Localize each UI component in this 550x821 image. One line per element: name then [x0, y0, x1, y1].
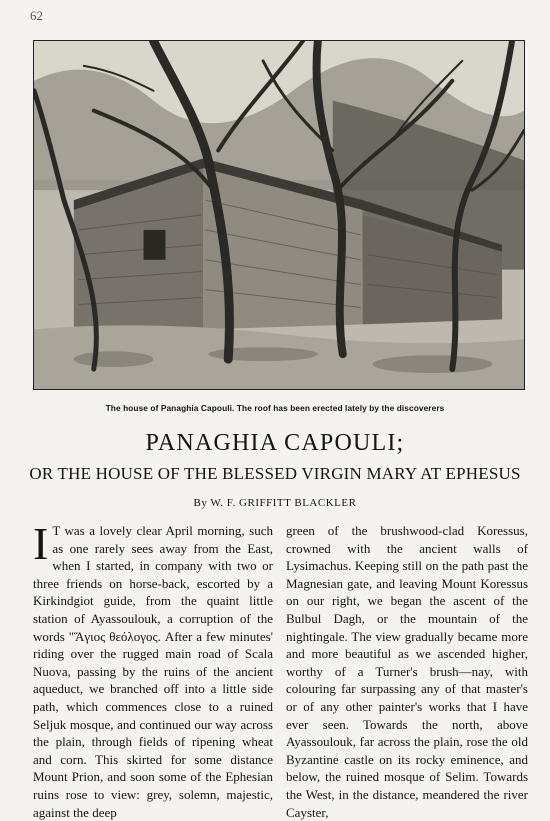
- article-byline: By W. F. GRIFFITT BLACKLER: [193, 497, 357, 509]
- drop-cap: I: [33, 518, 49, 569]
- paragraph-left: [33, 518, 273, 821]
- text-column-right: [286, 522, 528, 821]
- house-photo-illustration: [34, 41, 524, 389]
- page-number: 62: [30, 8, 43, 23]
- right-column-text: green of the brushwood-clad Koressus, crowned with the ancient walls of Lysimachus. Keeping still on the path past the Magnesian gate, and leaving Mount Koressus on our right, we began the ascent of the Bulbul Dagh, or the mountain of the nightingale. The view gradually became more and more beautiful as we ascended higher, worthy of a Turner's brush—nay, with colouring far surpassing any of that master's or of any other painter's works that I have ever seen. Towards the north, above Ayassoulouk, far across the plain, rose the old Byzantine castle on its rocky eminence, and below, the ruined mosque of Selim. Towards the West, in the distance, meandered the river Cayster,: [286, 523, 528, 820]
- left-column-text: T was a lovely clear April morning, such as one rarely sees away from the East, when I started, in company with two or three friends on horse-back, escorted by a Kirkindgiot guide, from the quaint little station of Ayassoulouk, a corruption of the words "Ἅγιος θεόλογος. After a few minutes' riding over the rugged main road of Scala Nuova, passing by the ruins of the ancient aqueduct, we branched off into a little side path, which commences close to a ruined Seljuk mosque, and continued our way across the plain, through fields of ripening wheat and corn. This skirted for some distance Mount Prion, and soon some of the Ephesian ruins rose to view: grey, solemn, majestic, against the deep: [33, 523, 273, 820]
- text-column-left: [33, 518, 273, 821]
- article-subtitle: OR THE HOUSE OF THE BLESSED VIRGIN MARY AT EPHESUS: [29, 464, 521, 483]
- photo-caption: The house of Panaghia Capouli. The roof has been erected lately by the discoverers: [105, 403, 445, 413]
- article-title: PANAGHIA CAPOULI;: [145, 430, 405, 456]
- house-photograph: [33, 40, 525, 390]
